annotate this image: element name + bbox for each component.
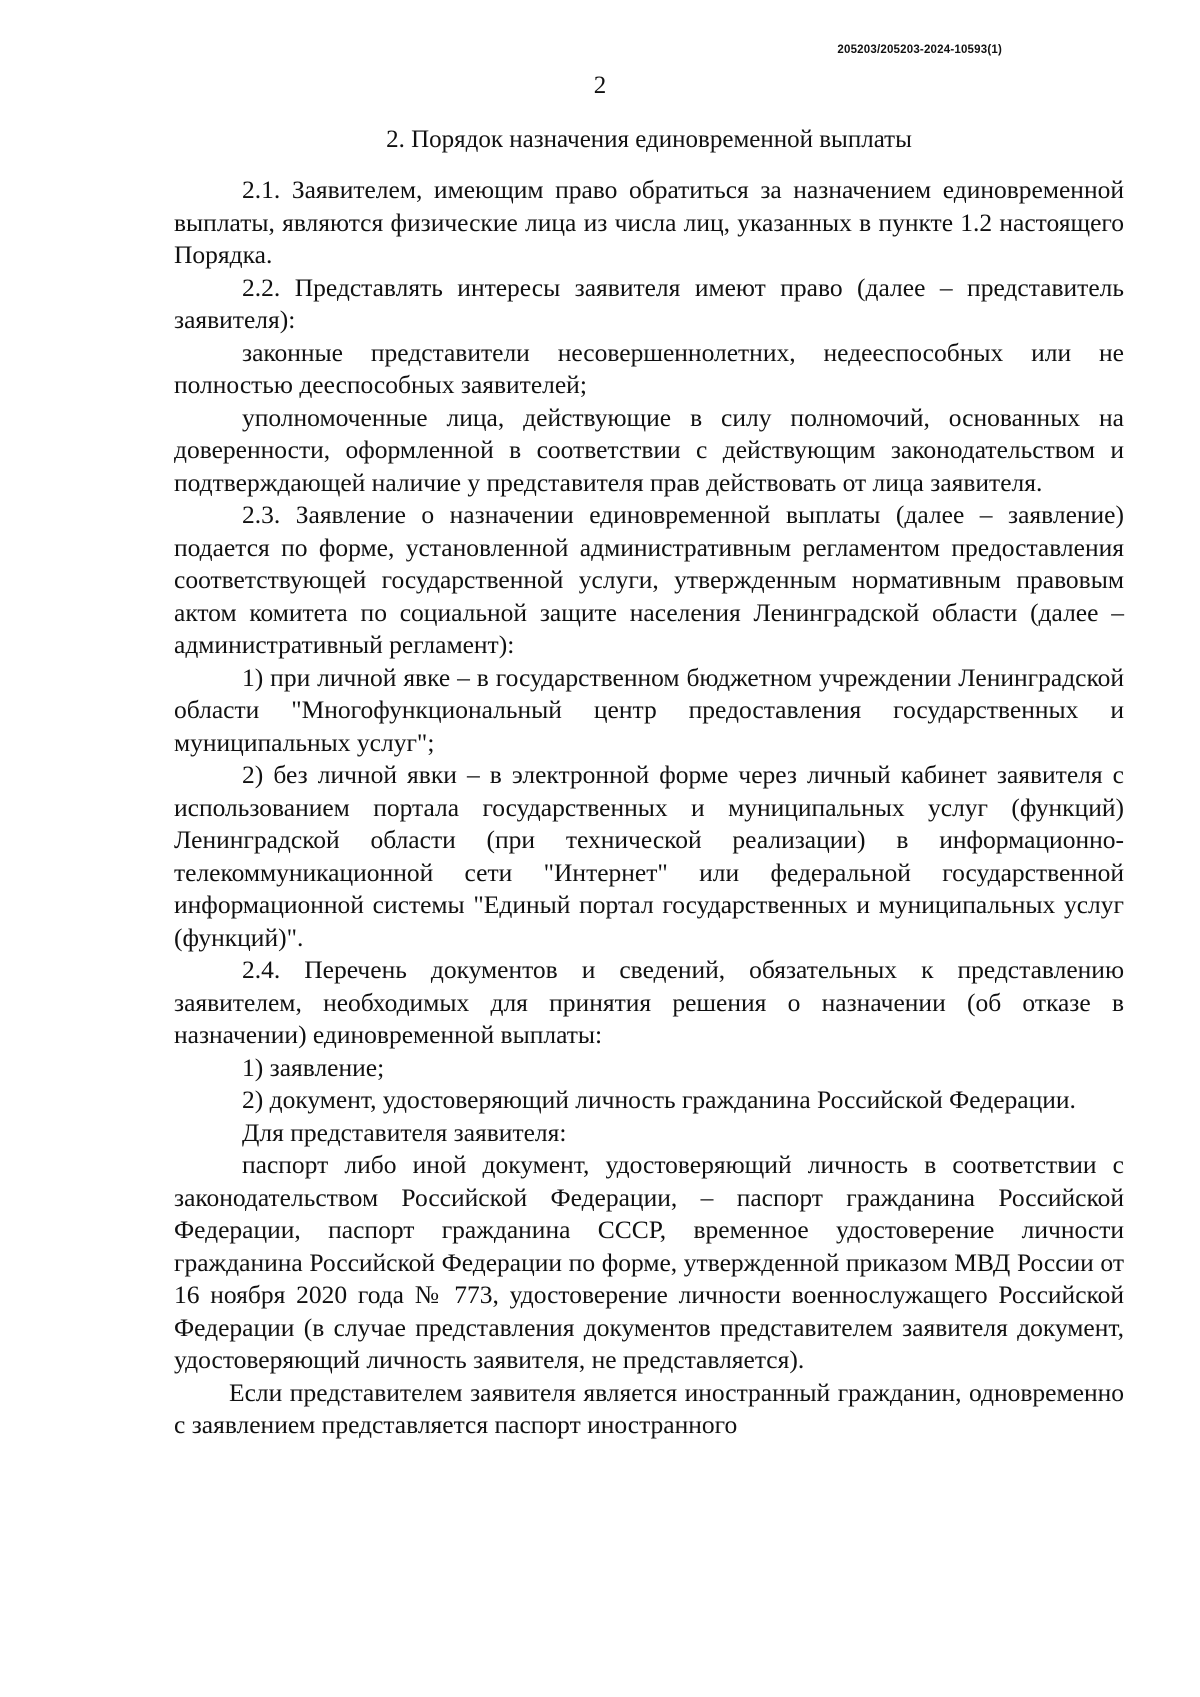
document-body xyxy=(174,174,1124,1442)
paragraph-2-1: 2.1. Заявителем, имеющим право обратиться за назначением единовременной выплаты, являются физические лица из числа лиц, указанных в пункте 1.2 настоящего Порядка. xyxy=(174,175,1124,269)
paragraph-passport-list: паспорт либо иной документ, удостоверяющий личность в соответствии с законодательством Российской Федерации, – паспорт гражданина Российской Федерации, паспорт гражданина СССР, временное удостоверение личности гражданина Российской Федерации по форме, утвержденной приказом МВД России от 16 ноября 2020 года № 773, удостоверение личности военнослужащего Российской Федерации (в случае представления документов представителем заявителя документ, удостоверяющий личность заявителя, не представляется). xyxy=(174,1150,1124,1374)
paragraph-for-representative: Для представителя заявителя: xyxy=(242,1117,567,1147)
paragraph-item-in-person: 1) при личной явке – в государственном бюджетном учреждении Ленинградской области "Многофункциональный центр предоставления государственных и муниципальных услуг"; xyxy=(174,662,1124,757)
paragraph-item-identity-document: 2) документ, удостоверяющий личность гражданина Российской Федерации. xyxy=(242,1085,1076,1114)
section-title: 2. Порядок назначения единовременной выплаты xyxy=(386,126,912,153)
paragraph-2-3: 2.3. Заявление о назначении единовременной выплаты (далее – заявление) подается по форме, установленной административным регламентом предоставления соответствующей государственной услуги, утвержденным нормативным правовым актом комитета по социальной защите населения Ленинградской области (далее – административный регламент): xyxy=(174,500,1124,659)
page-number: 2 xyxy=(593,72,607,99)
paragraph-item-electronic: 2) без личной явки – в электронной форме через личный кабинет заявителя с использованием портала государственных и муниципальных услуг (функций) Ленинградской области (при технической реализации) в информационно-телекоммуникационной сети "Интернет" или федеральной государственной информационной системы "Единый портал государственных и муниципальных услуг (функций)". xyxy=(174,760,1124,952)
paragraph-2-2: 2.2. Представлять интересы заявителя имеют право (далее – представитель заявителя): xyxy=(174,272,1124,334)
document-registration-code: 205203/205203-2024-10593(1) xyxy=(837,44,1002,56)
paragraph-item-application: 1) заявление; xyxy=(242,1052,385,1082)
paragraph-foreign-citizen: Если представителем заявителя является иностранный гражданин, одновременно с заявлением представляется паспорт иностранного xyxy=(174,1377,1124,1439)
paragraph-legal-representatives: законные представители несовершеннолетних, недееспособных или не полностью дееспособных заявителей; xyxy=(174,337,1124,399)
paragraph-2-4: 2.4. Перечень документов и сведений, обязательных к представлению заявителем, необходимых для принятия решения о назначении (об отказе в назначении) единовременной выплаты: xyxy=(174,955,1124,1049)
paragraph-authorized-persons: уполномоченные лица, действующие в силу полномочий, основанных на доверенности, оформленной в соответствии с действующим законодательством и подтверждающей наличие у представителя прав действовать от лица заявителя. xyxy=(174,402,1124,497)
